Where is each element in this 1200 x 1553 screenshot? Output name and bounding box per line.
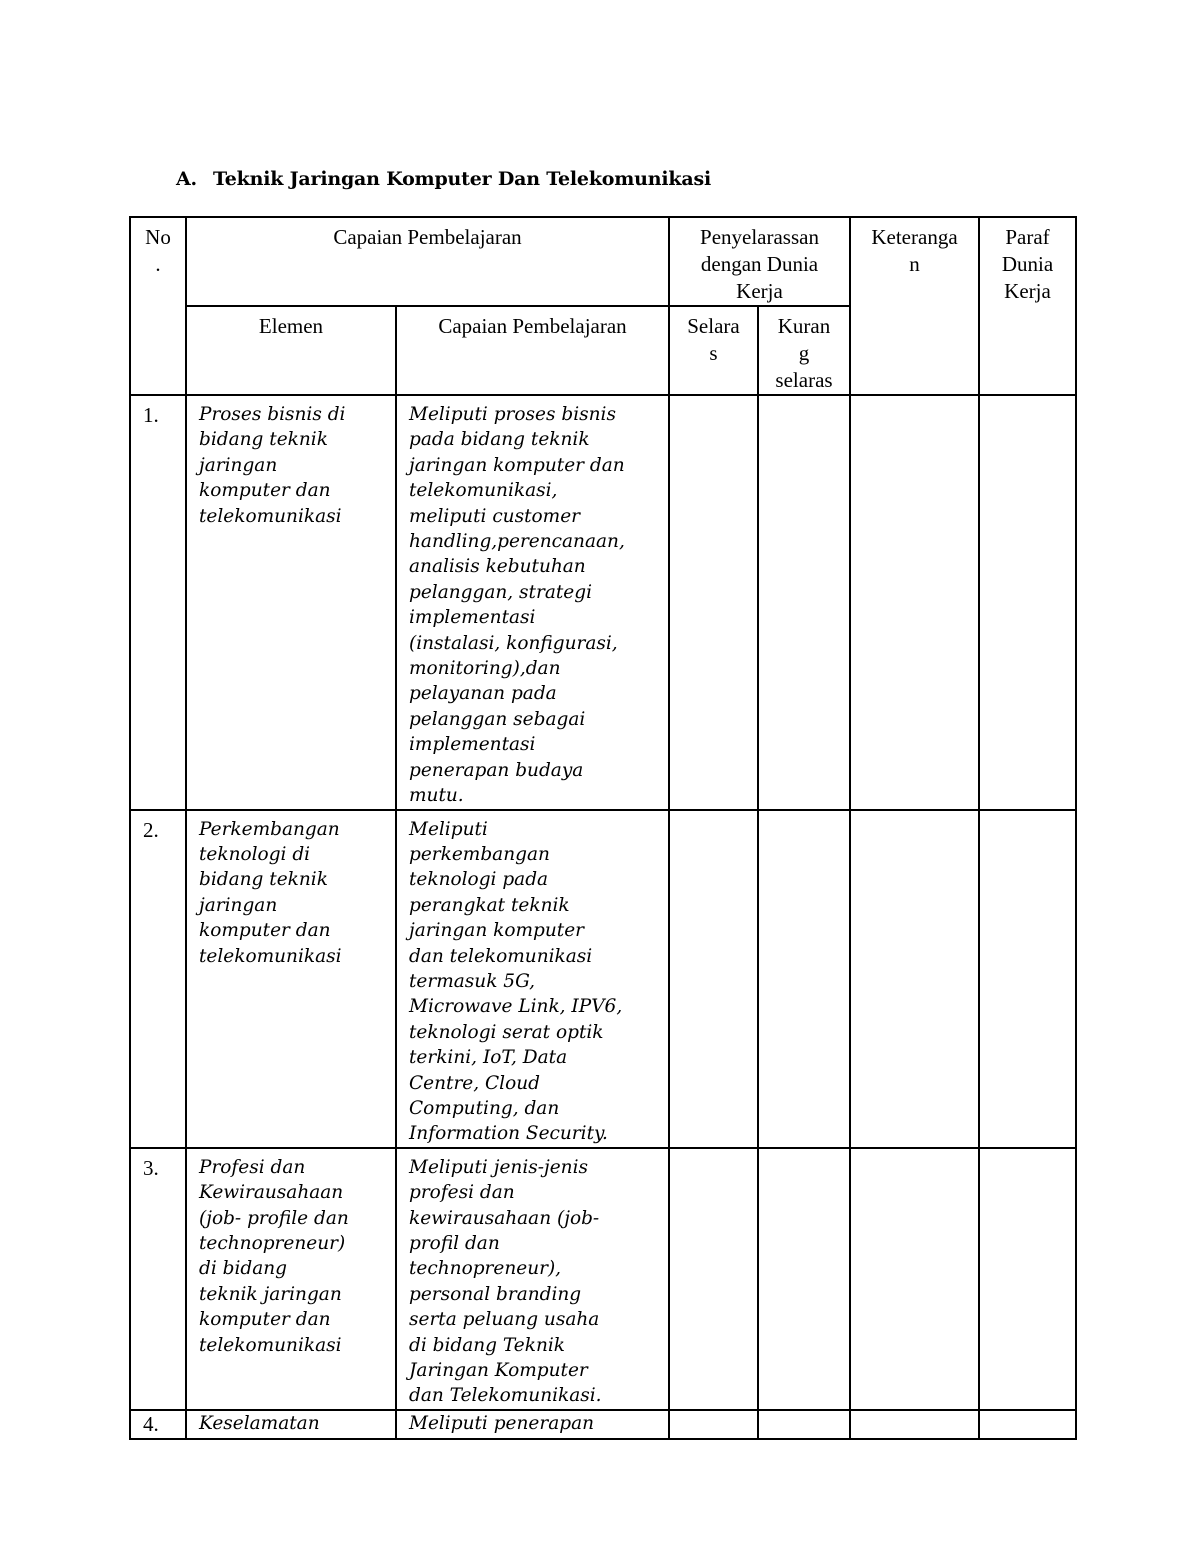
- table-row: [130, 810, 1076, 1148]
- table-row: [130, 1148, 1076, 1410]
- row-keterangan-cell[interactable]: [850, 810, 979, 1148]
- header-selaras: Selara s: [669, 306, 758, 395]
- row-kurang-cell[interactable]: [758, 810, 850, 1148]
- header-capaian-group: Capaian Pembelajaran: [186, 217, 669, 306]
- row-selaras-cell[interactable]: [669, 395, 758, 810]
- row-keterangan-cell[interactable]: [850, 395, 979, 810]
- section-heading: [176, 168, 711, 190]
- header-no: No .: [130, 217, 186, 395]
- row-capaian: Meliputi penerapan: [396, 1410, 669, 1439]
- row-kurang-cell[interactable]: [758, 1148, 850, 1410]
- header-capaian: Capaian Pembelajaran: [396, 306, 669, 395]
- section-title: Teknik Jaringan Komputer Dan Telekomunikasi: [213, 168, 711, 190]
- row-keterangan-cell[interactable]: [850, 1148, 979, 1410]
- header-kurang: Kuran g selaras: [758, 306, 850, 395]
- row-number: 3.: [130, 1148, 186, 1410]
- section-letter: A.: [176, 168, 197, 190]
- row-kurang-cell[interactable]: [758, 1410, 850, 1439]
- header-penyelarasan: Penyelarassan dengan Dunia Kerja: [669, 217, 850, 306]
- row-keterangan-cell[interactable]: [850, 1410, 979, 1439]
- row-paraf-cell[interactable]: [979, 1410, 1076, 1439]
- row-number: 1.: [130, 395, 186, 810]
- row-paraf-cell[interactable]: [979, 1148, 1076, 1410]
- table-row: [130, 1410, 1076, 1439]
- row-elemen: Proses bisnis di bidang teknik jaringan komputer dan telekomunikasi: [186, 395, 396, 810]
- row-capaian: Meliputi proses bisnis pada bidang teknik jaringan komputer dan telekomunikasi, meliputi customer handling,perencanaan, analisis kebutuhan pelanggan, strategi implementasi (instalasi, konfigurasi, monitoring),dan pelayanan pada pelanggan sebagai implementasi penerapan budaya mutu.: [396, 395, 669, 810]
- table-row: [130, 395, 1076, 810]
- row-kurang-cell[interactable]: [758, 395, 850, 810]
- row-number: 4.: [130, 1410, 186, 1439]
- header-keterangan: Keteranga n: [850, 217, 979, 395]
- row-number: 2.: [130, 810, 186, 1148]
- row-selaras-cell[interactable]: [669, 810, 758, 1148]
- row-elemen: Keselamatan: [186, 1410, 396, 1439]
- row-selaras-cell[interactable]: [669, 1410, 758, 1439]
- row-capaian: Meliputi perkembangan teknologi pada perangkat teknik jaringan komputer dan telekomunikasi termasuk 5G, Microwave Link, IPV6, teknologi serat optik terkini, IoT, Data Centre, Cloud Computing, dan Information Security.: [396, 810, 669, 1148]
- row-capaian: Meliputi jenis-jenis profesi dan kewirausahaan (job- profil dan technopreneur), personal branding serta peluang usaha di bidang Teknik Jaringan Komputer dan Telekomunikasi.: [396, 1148, 669, 1410]
- header-row-1: [130, 217, 1076, 306]
- row-selaras-cell[interactable]: [669, 1148, 758, 1410]
- header-elemen: Elemen: [186, 306, 396, 395]
- row-elemen: Profesi dan Kewirausahaan (job- profile dan technopreneur) di bidang teknik jaringan komputer dan telekomunikasi: [186, 1148, 396, 1410]
- row-paraf-cell[interactable]: [979, 395, 1076, 810]
- capaian-table: [129, 216, 1077, 1440]
- header-paraf: Paraf Dunia Kerja: [979, 217, 1076, 395]
- row-elemen: Perkembangan teknologi di bidang teknik jaringan komputer dan telekomunikasi: [186, 810, 396, 1148]
- row-paraf-cell[interactable]: [979, 810, 1076, 1148]
